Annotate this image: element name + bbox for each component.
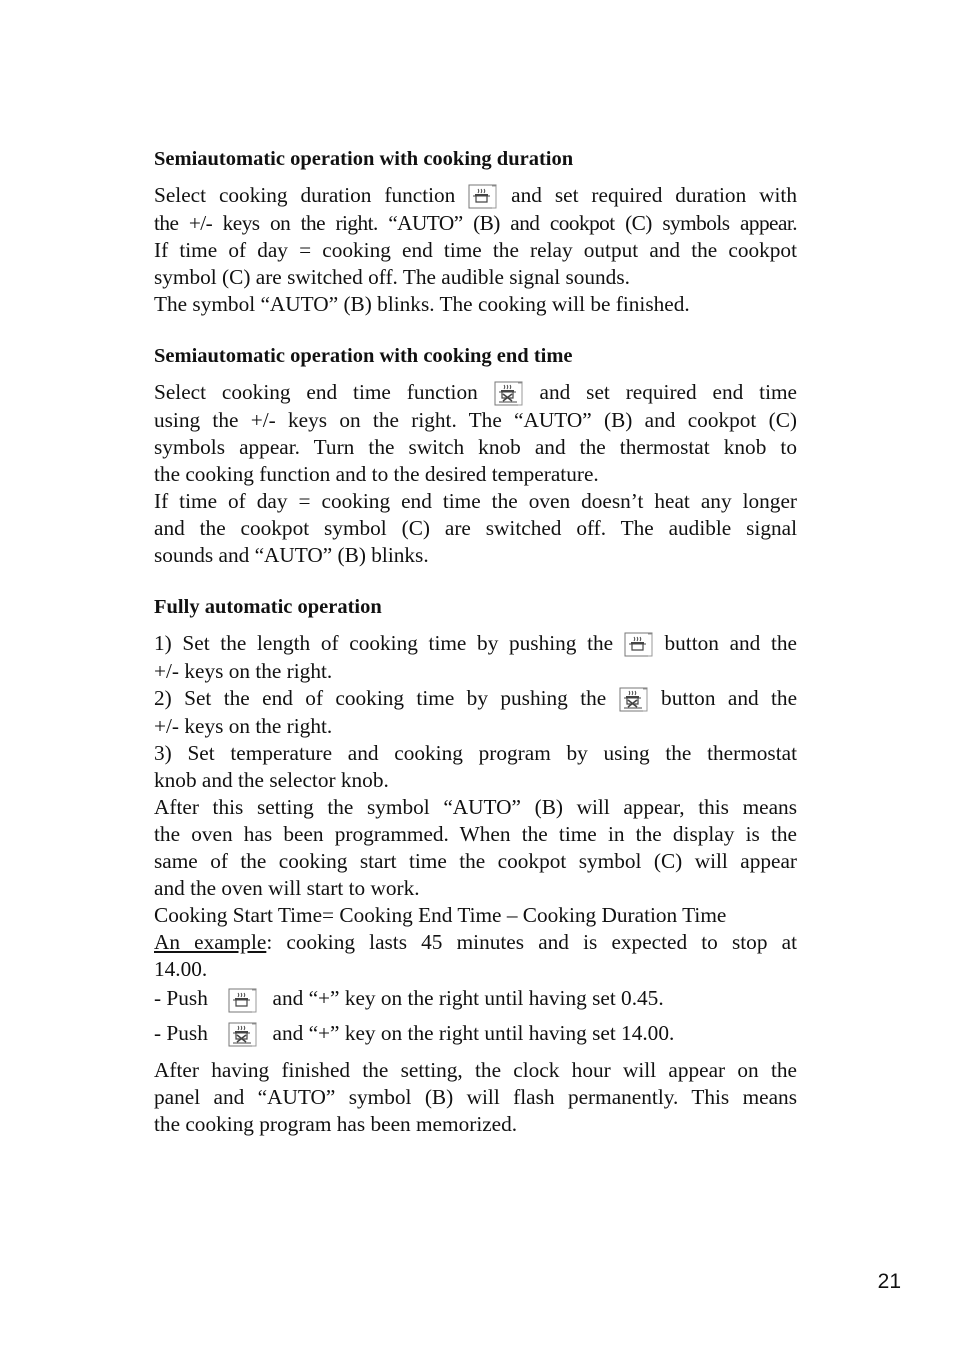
text-segment: - Push: [154, 986, 208, 1011]
paragraph-line: symbols appear. Turn the switch knob and the thermostat knob to: [154, 435, 797, 460]
cooking-end-time-icon: [619, 687, 649, 713]
paragraph-line: knob and the selector knob.: [154, 768, 389, 793]
paragraph-line: symbol (C) are switched off. The audible signal sounds.: [154, 265, 630, 290]
paragraph-line: same of the cooking start time the cookpot symbol (C) will appear: [154, 849, 797, 874]
paragraph-line: using the +/- keys on the right. The “AUTO” (B) and cookpot (C): [154, 408, 797, 433]
paragraph-line: and the cookpot symbol (C) are switched off. The audible signal: [154, 516, 797, 541]
section-heading-fully-automatic: Fully automatic operation: [154, 596, 382, 619]
section-heading-end-time: Semiautomatic operation with cooking end time: [154, 345, 573, 368]
page-content: [154, 146, 797, 1138]
paragraph-line: [154, 379, 797, 407]
paragraph-line: [154, 685, 797, 713]
paragraph-line: If time of day = cooking end time the relay output and the cookpot: [154, 238, 797, 263]
text-segment: : cooking lasts 45 minutes and is expected to stop at: [266, 930, 797, 955]
text-segment: Select cooking duration function: [154, 183, 456, 207]
paragraph-line: [154, 929, 797, 956]
paragraph-line: After having finished the setting, the clock hour will appear on the: [154, 1057, 797, 1082]
paragraph-line: +/- keys on the right.: [154, 659, 333, 684]
paragraph-line: the cooking function and to the desired temperature.: [154, 462, 599, 487]
page-number: 21: [877, 1270, 901, 1293]
cooking-end-time-icon: [228, 1022, 258, 1048]
paragraph-line: and the oven will start to work.: [154, 876, 420, 901]
cooking-duration-icon: [468, 184, 498, 210]
paragraph-line: the +/- keys on the right. “AUTO” (B) and cookpot (C) symbols appear.: [154, 211, 797, 236]
cooking-duration-icon: [624, 632, 654, 658]
text-segment: and “+” key on the right until having set 14.00.: [272, 1020, 675, 1045]
paragraph-line: 3) Set temperature and cooking program by using the thermostat: [154, 741, 797, 766]
paragraph-line: [154, 630, 797, 658]
paragraph-line: the oven has been programmed. When the time in the display is the: [154, 822, 797, 847]
text-segment: and set required end time: [539, 380, 798, 405]
text-segment: and set required duration with: [511, 183, 798, 207]
step-line: [154, 1020, 797, 1048]
paragraph-line: After this setting the symbol “AUTO” (B) will appear, this means: [154, 795, 797, 820]
text-segment: button and the: [664, 631, 798, 656]
paragraph-line: the cooking program has been memorized.: [154, 1111, 518, 1136]
step-line: [154, 985, 797, 1013]
paragraph-line: [154, 182, 797, 210]
paragraph-line: sounds and “AUTO” (B) blinks.: [154, 543, 429, 568]
text-segment: button and the: [661, 686, 798, 711]
text-segment: and “+” key on the right until having set 0.45.: [272, 986, 664, 1011]
paragraph-line: 14.00.: [154, 957, 208, 982]
paragraph-line: panel and “AUTO” symbol (B) will flash permanently. This means: [154, 1084, 797, 1109]
formula-line: Cooking Start Time= Cooking End Time – Cooking Duration Time: [154, 903, 727, 928]
paragraph-line: The symbol “AUTO” (B) blinks. The cooking will be finished.: [154, 292, 690, 317]
paragraph-line: +/- keys on the right.: [154, 714, 333, 739]
cooking-duration-icon: [228, 988, 258, 1014]
text-segment: Select cooking end time function: [154, 380, 478, 405]
text-segment: 2) Set the end of cooking time by pushing the: [154, 686, 607, 711]
paragraph-line: If time of day = cooking end time the oven doesn’t heat any longer: [154, 489, 797, 514]
section-heading-duration: Semiautomatic operation with cooking duration: [154, 148, 574, 170]
text-segment: 1) Set the length of cooking time by pushing the: [154, 631, 614, 656]
text-segment: - Push: [154, 1020, 208, 1045]
example-label: An example: [154, 930, 267, 955]
cooking-end-time-icon: [494, 381, 524, 407]
